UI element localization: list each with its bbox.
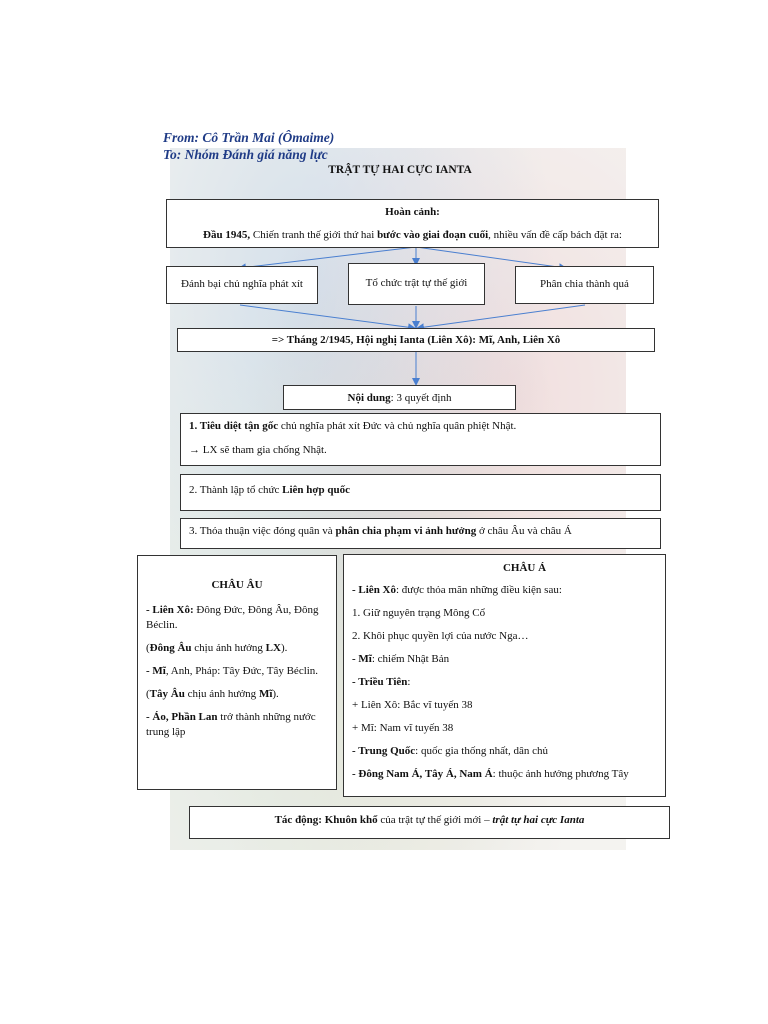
asia-heading: CHÂU Á bbox=[502, 562, 547, 574]
decision-1-sub: → LX sẽ tham gia chống Nhật. bbox=[189, 444, 327, 456]
europe-p1-bold: - Liên Xô: bbox=[146, 604, 194, 616]
content-box bbox=[283, 385, 516, 410]
content-label: Nội dung bbox=[347, 392, 391, 404]
asia-line-6: + Liên Xô: Bắc vĩ tuyến 38 bbox=[352, 699, 473, 711]
europe-para-3 bbox=[146, 664, 328, 679]
europe-p4-text: chịu ảnh hưởng bbox=[184, 688, 259, 700]
europe-p4-close: ). bbox=[272, 688, 279, 700]
impact-box bbox=[189, 806, 670, 839]
europe-p2-bold1: Đông Âu bbox=[149, 642, 192, 654]
context-text-2: , nhiều vấn đề cấp bách đặt ra: bbox=[488, 229, 622, 241]
europe-p5-bold: - Áo, Phần Lan bbox=[146, 711, 218, 723]
europe-p2-open: ( bbox=[146, 642, 150, 654]
europe-para-4 bbox=[146, 687, 328, 702]
asia-line-1 bbox=[352, 583, 657, 598]
asia-l8-text: : quốc gia thống nhất, dân chủ bbox=[415, 745, 549, 757]
asia-line-8 bbox=[352, 744, 657, 759]
asia-l4-text: : chiếm Nhật Bản bbox=[371, 653, 450, 665]
issue-label-3: Phân chia thành quả bbox=[540, 278, 629, 290]
europe-para-2 bbox=[146, 641, 328, 656]
decision-2-text: 2. Thành lập tổ chức bbox=[189, 484, 283, 496]
conference-text: => Tháng 2/1945, Hội nghị Ianta (Liên Xô): Mĩ, Anh, Liên Xô bbox=[271, 334, 561, 346]
impact-bold-italic: trật tự hai cực Ianta bbox=[492, 814, 585, 826]
europe-heading: CHÂU ÂU bbox=[211, 579, 263, 591]
to-line: To: Nhóm Đánh giá năng lực bbox=[163, 147, 328, 162]
decision-3-box bbox=[180, 518, 661, 549]
issue-box-3 bbox=[515, 266, 654, 304]
europe-p2-text: chịu ảnh hưởng bbox=[191, 642, 266, 654]
context-bold-1: Đầu 1945, bbox=[203, 229, 251, 241]
impact-text: của trật tự thế giới mới – bbox=[377, 814, 493, 826]
asia-line-4 bbox=[352, 652, 657, 667]
europe-para-1 bbox=[146, 603, 328, 633]
asia-line-9 bbox=[352, 767, 657, 782]
issue-box-2 bbox=[348, 263, 485, 305]
arrow-issue1-to-conference bbox=[240, 305, 414, 328]
decision-2-bold: Liên hợp quốc bbox=[282, 484, 350, 496]
diagram-title: TRẬT TỰ HAI CỰC IANTA bbox=[328, 164, 472, 176]
context-box bbox=[166, 199, 659, 248]
context-text bbox=[167, 228, 658, 243]
decision-3-text: 3. Thỏa thuận việc đóng quân và bbox=[189, 525, 336, 537]
asia-line-5 bbox=[352, 675, 657, 690]
context-bold-2: bước vào giai đoạn cuối bbox=[377, 229, 489, 241]
asia-box bbox=[343, 554, 666, 797]
asia-l5-bold: - Triều Tiên bbox=[352, 676, 408, 688]
issue-label-1: Đánh bại chủ nghĩa phát xít bbox=[181, 278, 303, 290]
from-line: From: Cô Trần Mai (Ômaime) bbox=[163, 130, 335, 145]
issue-box-1 bbox=[166, 266, 318, 304]
europe-p4-bold2: Mĩ bbox=[258, 688, 273, 700]
decision-1-text: chủ nghĩa phát xít Đức và chủ nghĩa quân phiệt Nhật. bbox=[278, 420, 517, 432]
asia-l4-bold: - Mĩ bbox=[352, 653, 372, 665]
europe-para-5 bbox=[146, 710, 328, 740]
decision-1-bold: 1. Tiêu diệt tận gốc bbox=[189, 420, 279, 432]
europe-box bbox=[137, 555, 337, 790]
europe-p4-open: ( bbox=[146, 688, 150, 700]
issue-label-2: Tổ chức trật tự thế giới bbox=[365, 277, 468, 289]
asia-l1-text: : được thỏa mãn những điều kiện sau: bbox=[396, 584, 562, 596]
europe-p4-bold1: Tây Âu bbox=[149, 688, 185, 700]
europe-p2-bold2: LX bbox=[265, 642, 281, 654]
asia-line-3: 2. Khôi phục quyền lợi của nước Nga… bbox=[352, 630, 529, 642]
asia-line-7: + Mĩ: Nam vĩ tuyến 38 bbox=[352, 722, 454, 734]
asia-l9-text: : thuộc ảnh hưởng phương Tây bbox=[492, 768, 629, 780]
asia-l9-bold: - Đông Nam Á, Tây Á, Nam Á bbox=[352, 768, 493, 780]
decision-3-bold: phân chia phạm vi ảnh hưởng bbox=[335, 525, 477, 537]
asia-l5-text: : bbox=[407, 676, 411, 688]
decision-3-tail: ở châu Âu và châu Á bbox=[476, 525, 572, 537]
asia-l8-bold: - Trung Quốc bbox=[352, 745, 416, 757]
decision-2-box bbox=[180, 474, 661, 511]
impact-bold: Tác động: Khuôn khổ bbox=[274, 814, 378, 826]
europe-p3-bold: - Mĩ bbox=[146, 665, 166, 677]
asia-l1-bold: - Liên Xô bbox=[352, 584, 396, 596]
europe-p3-text: , Anh, Pháp: Tây Đức, Tây Béclin. bbox=[165, 665, 319, 677]
europe-p1-text: Đông Đức, Đông Âu, Đông Béclin. bbox=[146, 604, 319, 631]
context-heading: Hoàn cảnh: bbox=[385, 206, 440, 218]
asia-line-2: 1. Giữ nguyên trạng Mông Cổ bbox=[352, 607, 486, 619]
content-text: : 3 quyết định bbox=[390, 392, 452, 404]
europe-p2-close: ). bbox=[280, 642, 288, 654]
europe-p5-text: trở thành những nước trung lập bbox=[146, 711, 316, 738]
context-text-1: Chiến tranh thế giới thứ hai bbox=[250, 229, 378, 241]
decision-1-line bbox=[189, 419, 660, 434]
conference-box bbox=[177, 328, 655, 352]
arrow-issue3-to-conference bbox=[418, 305, 585, 328]
decision-1-box bbox=[180, 413, 661, 466]
